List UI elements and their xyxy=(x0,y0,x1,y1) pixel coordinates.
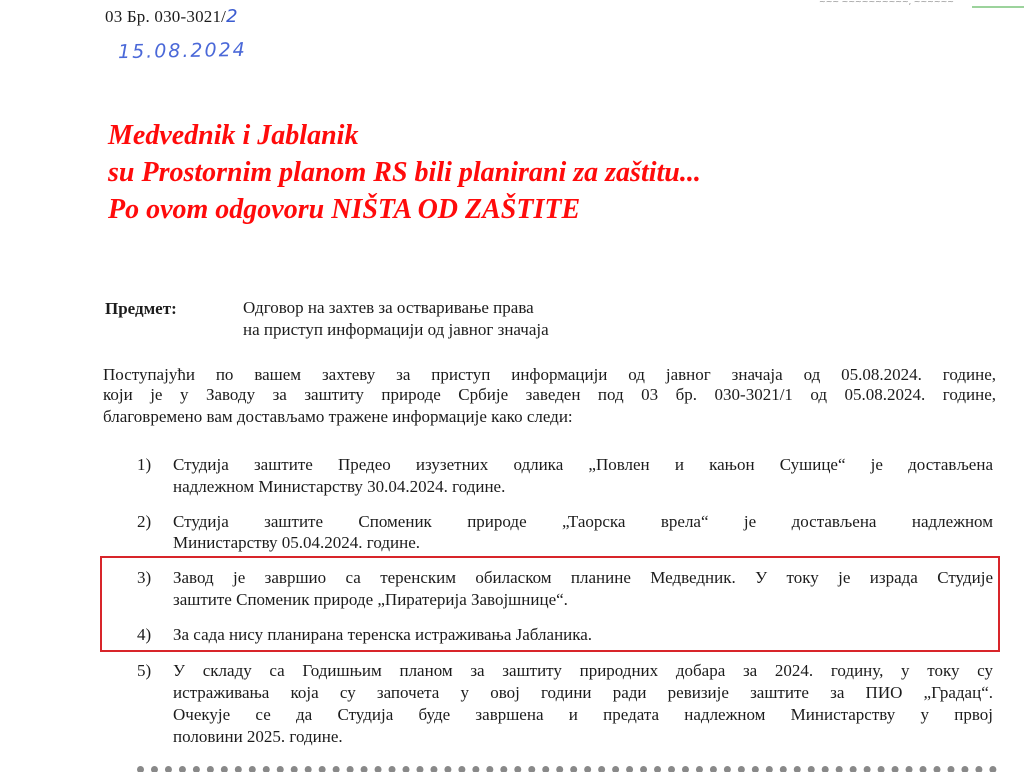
item-5-line-3: Очекује се да Студија буде завршена и предата надлежном Министарству у првој xyxy=(173,705,993,724)
letterhead-line xyxy=(972,0,1024,8)
intro-line: Поступајући по вашем захтеву за приступ информацији од јавног значаја од 05.08.2024. године, xyxy=(103,365,996,384)
item-number: 4) xyxy=(137,625,152,644)
item-number: 5) xyxy=(137,661,152,680)
cut-off-line xyxy=(137,758,997,772)
reference-number-text: 03 Бр. 030-3021/ xyxy=(105,7,227,26)
subject-line-2: на приступ информацији од јавног значаја xyxy=(243,320,549,339)
headline-line-3: Po ovom odgovoru NIŠTA OD ZAŠTITE xyxy=(108,194,581,225)
reference-number xyxy=(105,6,238,27)
headline-line-1: Medvednik i Jablanik xyxy=(108,120,359,151)
item-number: 1) xyxy=(137,455,152,474)
intro-line: који је у Заводу за заштиту природе Србије заведен под 03 бр. 030-3021/1 од 05.08.2024. године, xyxy=(103,385,996,404)
item-number: 2) xyxy=(137,512,152,531)
subject-label: Предмет: xyxy=(105,299,177,318)
item-3-line-1: Завод је завршио са теренским обиласком планине Медведник. У току је израда Студије xyxy=(173,568,993,587)
subject-line-1: Одговор на захтев за остваривање права xyxy=(243,298,534,317)
item-2-line-1: Студија заштите Споменик природе „Таорска врела“ је достављена надлежном xyxy=(173,512,993,531)
item-1-line-2: надлежном Министарству 30.04.2024. године. xyxy=(173,477,506,496)
item-number: 3) xyxy=(137,568,152,587)
letterhead-fragment: ~~~ ~~~~~~~~~~, ~~~~~~ xyxy=(819,0,954,6)
item-5-line-1: У складу са Годишњим планом за заштиту природних добара за 2024. годину, у току су xyxy=(173,661,993,680)
intro-line: благовремено вам достављамо тражене информације како следи: xyxy=(103,407,573,426)
item-3-line-2: заштите Споменик природе „Пиратерија Завојшнице“. xyxy=(173,590,568,609)
item-5-line-4: половини 2025. године. xyxy=(173,727,343,746)
handwritten-date: 15.08.2024 xyxy=(117,38,247,64)
item-5-line-2: истраживања која су започета у овој години ради ревизије заштите за ПИО „Градац“. xyxy=(173,683,993,702)
handwritten-ref-suffix: 2 xyxy=(226,6,238,27)
item-1-line-1: Студија заштите Предео изузетних одлика „Повлен и кањон Сушице“ је достављена xyxy=(173,455,993,474)
item-2-line-2: Министарству 05.04.2024. године. xyxy=(173,533,421,552)
headline-line-2: su Prostornim planom RS bili planirani za zaštitu... xyxy=(108,157,701,188)
item-4-line-1: За сада нису планирана теренска истраживања Јабланика. xyxy=(173,625,593,644)
